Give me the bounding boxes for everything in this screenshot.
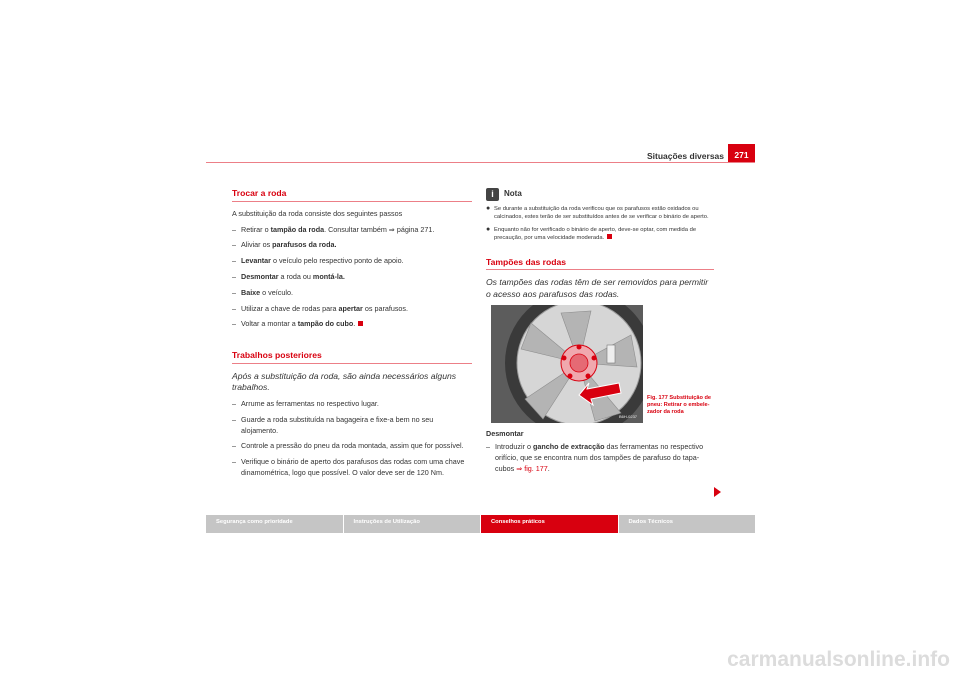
wheel-illustration	[491, 305, 643, 423]
tab-seguranca[interactable]: Segurança como prioridade	[206, 515, 344, 533]
figure-reference-link[interactable]: ⇒ fig. 177	[516, 463, 548, 473]
end-mark-icon	[607, 234, 612, 239]
section-title-trocar: Trocar a roda	[232, 188, 472, 202]
subhead-desmontar: Desmontar	[486, 429, 524, 439]
nota-bullet: ● Enquanto não for verificado o binário de aperto, deve-se optar, com medida de precaução, por uma velocidade moderada.	[486, 225, 697, 242]
section-lead: Após a substituição da roda, são ainda necessários alguns trabalhos.	[232, 370, 457, 393]
section-lead: Os tampões das rodas têm de ser removidos para permitir o acesso aos parafusos das rodas.	[486, 277, 709, 299]
list-item: – Retirar o tampão da roda. Consultar também ⇒ página 271.	[232, 224, 435, 234]
section-title-trabalhos: Trabalhos posteriores	[232, 350, 472, 364]
tab-dados[interactable]: Dados Técnicos	[619, 515, 756, 533]
figure-code: B6H-0237	[619, 414, 638, 420]
watermark: carmanualsonline.info	[727, 648, 950, 671]
next-page-arrow-icon[interactable]	[714, 487, 721, 497]
figure-row	[486, 305, 714, 423]
footer-nav	[206, 515, 755, 533]
list-item: – Guarde a roda substituída na bagageira e fixe-a bem no seu alojamento.	[232, 414, 434, 435]
section-title-tampoes: Tampões das rodas	[486, 257, 714, 271]
list-item: – Controle a pressão do pneu da roda montada, assim que for possível.	[232, 441, 464, 451]
list-item: – Introduzir o gancho de extracção das ferramentas no respectivo orifício, que se encontra num dos tampões de parafuso do tapa-cubos ⇒ fig. 177.	[486, 442, 704, 473]
tab-conselhos[interactable]: Conselhos práticos	[481, 515, 619, 533]
list-item: – Voltar a montar a tampão do cubo.	[232, 319, 472, 330]
list-item: – Aliviar os parafusos da roda.	[232, 240, 337, 250]
page-number: 271	[728, 144, 755, 162]
nota-bullet: ● Se durante a substituição da roda verificou que os parafusos estão oxidados ou calcinados, estes terão de ser substituídos antes de se verificar o binário de aperto.	[486, 205, 709, 221]
header-rule	[206, 162, 755, 163]
end-mark-icon	[358, 321, 363, 326]
figure-caption: Fig. 177 Substituição de pneu: Retirar o embele-zador da roda	[647, 395, 712, 416]
wheel-cap-figure	[491, 305, 643, 423]
list-item: – Verifique o binário de aperto dos parafusos das rodas com uma chave dinamométrica, logo que possível. O valor deve ser de 120 Nm.	[232, 457, 465, 477]
list-item: – Desmontar a roda ou montá-la.	[232, 271, 345, 281]
nota-header	[486, 188, 714, 201]
header-title: Situações diversas	[646, 151, 724, 161]
list-item: – Levantar o veículo pelo respectivo ponto de apoio.	[232, 256, 404, 266]
nota-title: Nota	[504, 189, 522, 199]
right-column	[486, 188, 714, 480]
list-item: – Utilizar a chave de rodas para apertar os parafusos.	[232, 303, 409, 313]
tab-instrucoes[interactable]: Instruções de Utilização	[344, 515, 482, 533]
list-item: – Arrume as ferramentas no respectivo lugar.	[232, 398, 379, 408]
list-item: – Baixe o veículo.	[232, 287, 293, 297]
section-intro: A substituição da roda consiste dos seguintes passos	[232, 208, 403, 218]
left-column	[232, 188, 472, 484]
info-icon: i	[486, 188, 499, 201]
